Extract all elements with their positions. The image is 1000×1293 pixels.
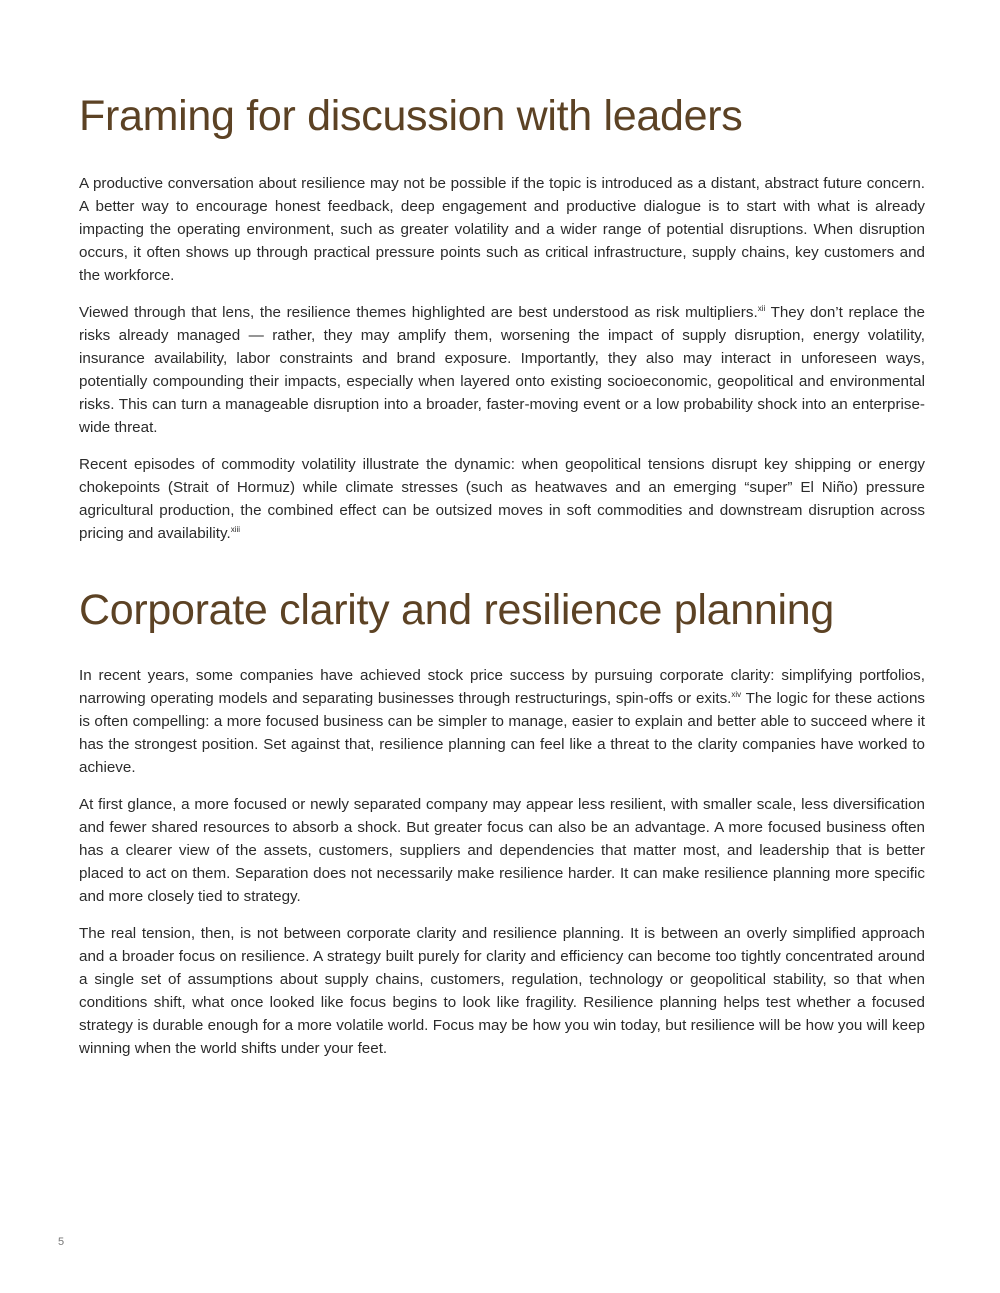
paragraph-text: In recent years, some companies have achieved stock price success by pursuing corporate clarity: simplifying portfolios, narrowing operating models and separating businesses through restructurings, spin-offs or exits. bbox=[79, 667, 925, 707]
paragraph-text: Viewed through that lens, the resilience themes highlighted are best understood as risk multipliers. bbox=[79, 304, 758, 321]
section-corporate-clarity bbox=[79, 584, 925, 1060]
paragraph: At first glance, a more focused or newly separated company may appear less resilient, with smaller scale, less diversification and fewer shared resources to absorb a shock. But greater focus can also be an advantage. A more focused business often has a clearer view of the assets, customers, suppliers and dependencies that matter most, and leadership that is better placed to act on them. Separation does not necessarily make resilience harder. It can make resilience planning more specific and more closely tied to strategy. bbox=[79, 796, 925, 905]
endnote-marker: xii bbox=[757, 303, 766, 313]
endnote-marker: xiii bbox=[230, 524, 241, 534]
paragraph bbox=[79, 453, 925, 545]
section-framing bbox=[79, 90, 925, 545]
page-number: 5 bbox=[58, 1236, 65, 1248]
paragraph bbox=[79, 301, 925, 439]
paragraph-text: Recent episodes of commodity volatility illustrate the dynamic: when geopolitical tensions disrupt key shipping or energy chokepoints (Strait of Hormuz) while climate stresses (such as heatwaves and an emerging “super” El Niño) pressure agricultural production, the combined effect can be outsized moves in soft commodities and downstream disruption across pricing and availability. bbox=[79, 456, 925, 542]
paragraph-text: They don’t replace the risks already managed — rather, they may amplify them, worsening the impact of supply disruption, energy volatility, insurance availability, labor constraints and brand exposure. Importantly, they also may interact in unforeseen ways, potentially compounding their impacts, especially when layered onto existing socioeconomic, geopolitical and environmental risks. This can turn a manageable disruption into a broader, faster-moving event or a low probability shock into an enterprise-wide threat. bbox=[79, 304, 925, 436]
paragraph-text: The logic for these actions is often compelling: a more focused business can be simpler to manage, easier to explain and better able to succeed where it has the strongest position. Set against that, resilience planning can feel like a threat to the clarity companies have worked to achieve. bbox=[79, 690, 925, 776]
section-heading-corporate-clarity: Corporate clarity and resilience planning bbox=[79, 586, 834, 634]
endnote-marker: xiv bbox=[731, 689, 742, 699]
paragraph bbox=[79, 664, 925, 779]
section-heading-framing: Framing for discussion with leaders bbox=[79, 92, 743, 140]
paragraph: The real tension, then, is not between corporate clarity and resilience planning. It is between an overly simplified approach and a broader focus on resilience. A strategy built purely for clarity and efficiency can become too tightly concentrated around a single set of assumptions about supply chains, customers, regulation, technology or geopolitical stability, so that when conditions shift, what once looked like focus begins to look like fragility. Resilience planning helps test whether a focused strategy is durable enough for a more volatile world. Focus may be how you win today, but resilience will be how you will keep winning when the world shifts under your feet. bbox=[79, 925, 925, 1057]
paragraph: A productive conversation about resilience may not be possible if the topic is introduced as a distant, abstract future concern. A better way to encourage honest feedback, deep engagement and productive dialogue is to start with what is already impacting the operating environment, such as greater volatility and a wider range of potential disruptions. When disruption occurs, it often shows up through practical pressure points such as critical infrastructure, supply chains, key customers and the workforce. bbox=[79, 175, 925, 284]
